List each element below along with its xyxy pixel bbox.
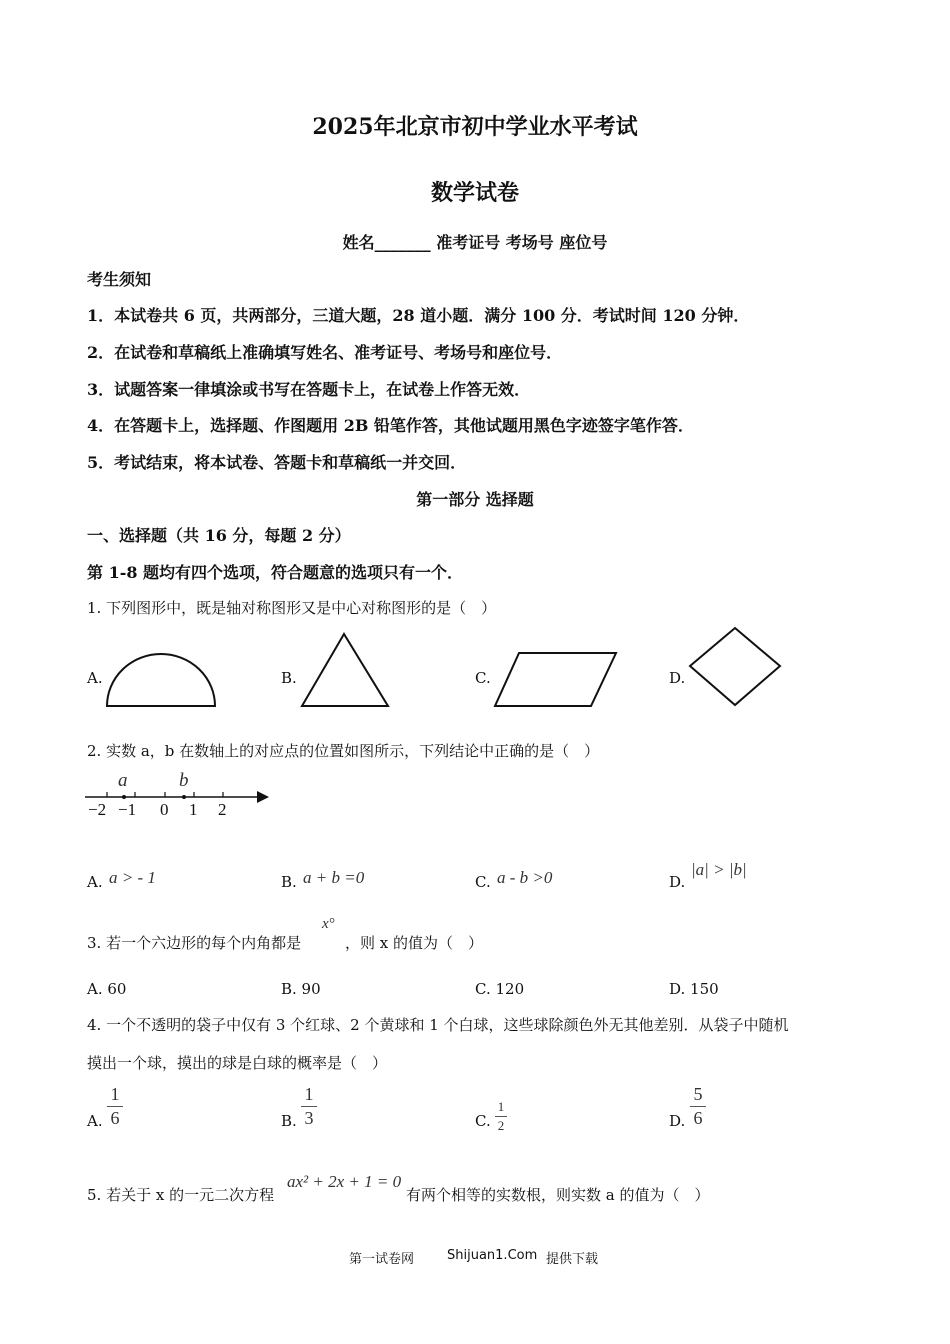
q4-fraction-c xyxy=(495,1099,507,1134)
q3-option-d: D. 150 xyxy=(669,980,719,998)
tick-label: −1 xyxy=(118,800,137,819)
q3-stem-after: ，则 x 的值为（ ） xyxy=(345,934,483,952)
q4-fraction-b xyxy=(301,1084,317,1129)
q2-option-c: C. xyxy=(475,873,491,891)
notice-item: 1．本试卷共 6 页，共两部分，三道大题，28 道小题．满分 100 分．考试时间 120 分钟． xyxy=(87,306,750,325)
notice-item: 3．试题答案一律填涂或书写在答题卡上，在试卷上作答无效． xyxy=(87,380,531,399)
q1-option-b: B. xyxy=(281,669,297,687)
q2-formula-b: a + b =0 xyxy=(303,868,365,887)
q1-option-c: C. xyxy=(475,669,491,687)
q1-option-a: A. xyxy=(87,669,103,687)
part1-heading: 第一部分 选择题 xyxy=(416,490,534,509)
q2-formula-c: a - b >0 xyxy=(497,868,553,887)
q2-option-a: A. xyxy=(87,873,103,891)
tick-label: −2 xyxy=(88,800,107,819)
q3-option-b: B. 90 xyxy=(281,980,321,998)
q1-option-d: D. xyxy=(669,669,686,687)
footer-site: 第一试卷网 xyxy=(349,1252,415,1267)
q4-stem-line2: 摸出一个球，摸出的球是白球的概率是（ ） xyxy=(87,1054,388,1072)
notice-item: 4．在答题卡上，选择题、作图题用 2B 铅笔作答，其他试题用黑色字迹签字笔作答． xyxy=(87,416,694,435)
q4-fraction-d xyxy=(690,1084,706,1129)
fraction-denominator: 6 xyxy=(110,1108,120,1128)
point-a-label: a xyxy=(118,770,128,791)
triangle-icon xyxy=(300,632,390,708)
section-instruction: 第 1-8 题均有四个选项，符合题意的选项只有一个． xyxy=(87,563,464,582)
q2-formula-d: |a| > |b| xyxy=(691,860,747,879)
fraction-denominator: 6 xyxy=(693,1108,703,1128)
q4-option-c: C. xyxy=(475,1112,491,1130)
q2-option-b: B. xyxy=(281,873,297,891)
q5-stem-before: 5. 若关于 x 的一元二次方程 xyxy=(87,1186,275,1204)
q3-stem-before: 3. 若一个六边形的每个内角都是 xyxy=(87,934,302,952)
q4-option-a: A. xyxy=(87,1112,103,1130)
q3-option-c: C. 120 xyxy=(475,980,525,998)
q5-equation: ax² + 2x + 1 = 0 xyxy=(287,1172,402,1191)
q2-stem: 2. 实数 a，b 在数轴上的对应点的位置如图所示，下列结论中正确的是（ ） xyxy=(87,742,600,760)
q3-option-a: A. 60 xyxy=(87,980,127,998)
fraction-numerator: 1 xyxy=(110,1084,120,1104)
notice-item: 5．考试结束，将本试卷、答题卡和草稿纸一并交回． xyxy=(87,453,467,472)
q4-option-b: B. xyxy=(281,1112,297,1130)
tick-label: 2 xyxy=(218,800,227,819)
point-b-label: b xyxy=(179,770,189,791)
fraction-denominator: 3 xyxy=(304,1108,314,1128)
q4-stem-line1: 4. 一个不透明的袋子中仅有 3 个红球、2 个黄球和 1 个白球，这些球除颜色外无其他差别．从袋子中随机 xyxy=(87,1016,789,1034)
q4-fraction-a xyxy=(107,1084,123,1129)
exam-title: 2025年北京市初中学业水平考试 xyxy=(312,114,638,140)
q4-option-d: D. xyxy=(669,1112,686,1130)
candidate-info-line: 姓名_______ 准考证号 考场号 座位号 xyxy=(342,233,608,252)
q1-stem: 1. 下列图形中，既是轴对称图形又是中心对称图形的是（ ） xyxy=(87,599,497,617)
rhombus-icon xyxy=(688,626,782,708)
fraction-numerator: 1 xyxy=(497,1099,505,1114)
fraction-numerator: 5 xyxy=(693,1084,703,1104)
notice-heading: 考生须知 xyxy=(87,270,152,289)
tick-label: 0 xyxy=(160,800,169,819)
parallelogram-icon xyxy=(493,651,619,709)
footer-domain[interactable]: Shijuan1.Com xyxy=(447,1248,538,1263)
footer-note: 提供下载 xyxy=(546,1252,599,1267)
q2-formula-a: a > - 1 xyxy=(109,868,156,887)
section-heading: 一、选择题（共 16 分，每题 2 分） xyxy=(87,526,351,545)
q5-stem-after: 有两个相等的实数根，则实数 a 的值为（ ） xyxy=(406,1186,710,1204)
tick-label: 1 xyxy=(189,800,198,819)
fraction-denominator: 2 xyxy=(497,1118,505,1133)
exam-subtitle: 数学试卷 xyxy=(430,180,519,206)
q2-option-d: D. xyxy=(669,873,686,891)
fraction-numerator: 1 xyxy=(304,1084,314,1104)
q3-stem-expr: x° xyxy=(322,916,335,932)
notice-item: 2．在试卷和草稿纸上准确填写姓名、准考证号、考场号和座位号． xyxy=(87,343,563,362)
semicircle-icon xyxy=(105,652,217,708)
